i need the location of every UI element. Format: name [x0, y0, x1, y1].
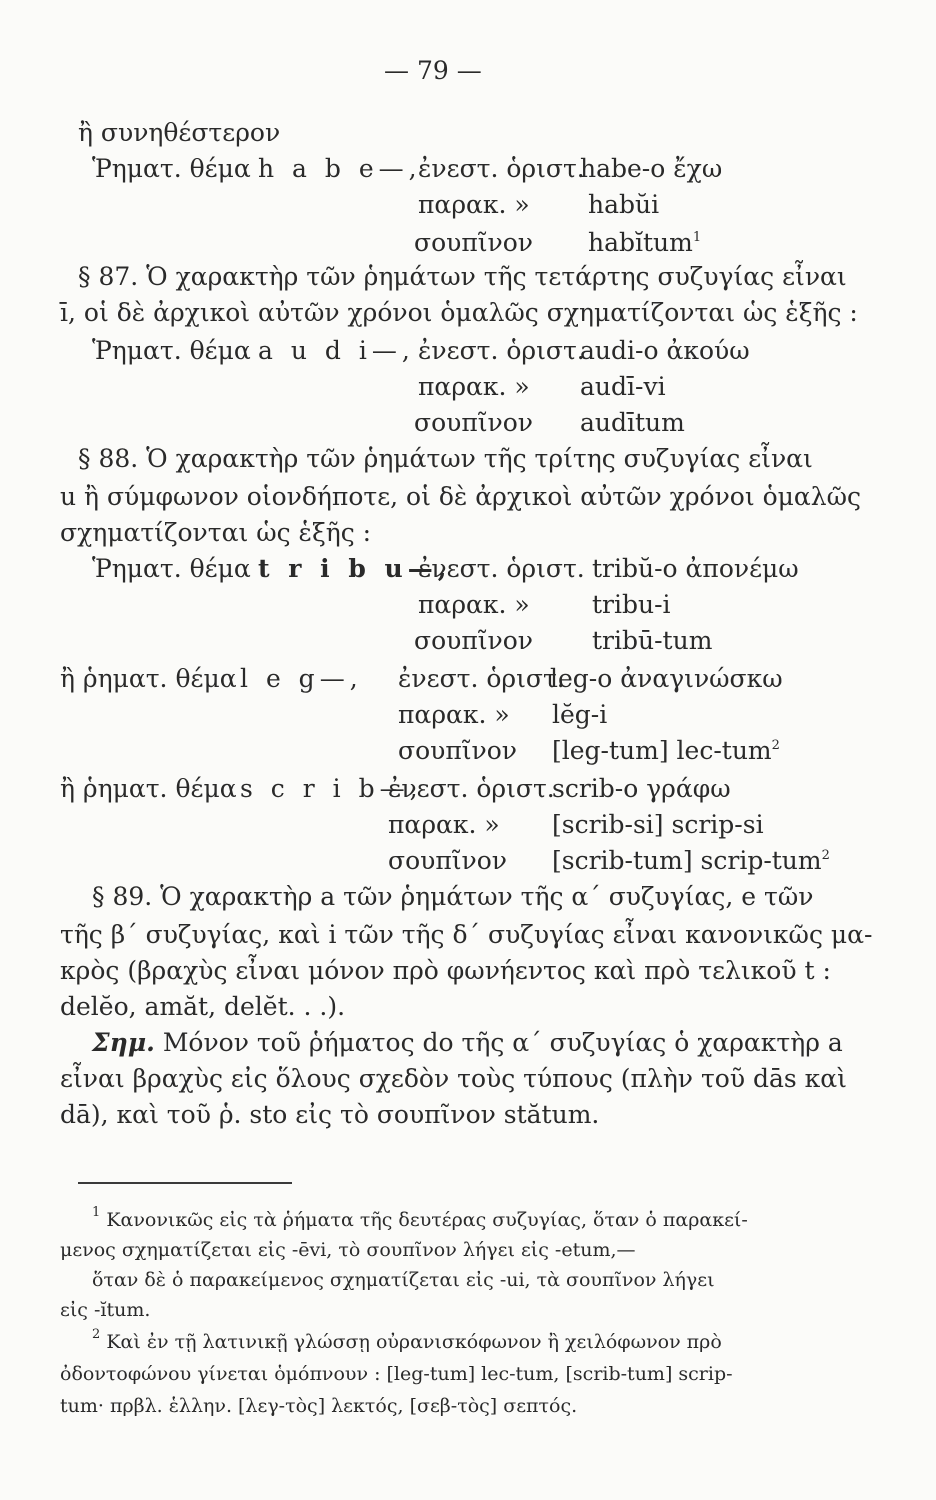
footnote-line: tum· πρβλ. ἑλλην. [λεγ-τὸς] λεκτός, [σεβ-τὸς] σεπτός.	[60, 1395, 578, 1417]
verb-form: leg-o ἀναγινώσκω	[550, 664, 783, 693]
footnote-mark: 1	[92, 1205, 101, 1220]
footnote-mark: 2	[92, 1327, 101, 1342]
footnote-mark: 2	[821, 848, 830, 863]
verb-stem: t r i b u—,	[258, 554, 452, 583]
verb-form: tribū-tum	[592, 626, 713, 655]
verb-form	[552, 846, 830, 876]
tense-label: ἐνεστ. ὁριστ.	[418, 154, 585, 183]
verb-form: tribŭ-o ἀπονέμω	[592, 554, 799, 583]
text-line: § 89. Ὁ χαρακτὴρ a τῶν ῥημάτων τῆς α΄ συζυγίας, e τῶν	[92, 882, 814, 911]
text-line: u ἢ σύμφωνον οἱονδήποτε, οἱ δὲ ἀρχικοὶ αὐτῶν χρόνοι ὁμαλῶς	[60, 482, 861, 511]
footnote-text: Κανονικῶς εἰς τὰ ῥήματα τῆς δευτέρας συζυγίας, ὅταν ὁ παρακεί-	[106, 1209, 748, 1231]
tense-label: ἐνεστ. ὁριστ.	[418, 554, 585, 583]
text-line: τῆς β΄ συζυγίας, καὶ i τῶν τῆς δ΄ συζυγίας εἶναι κανονικῶς μα-	[60, 920, 873, 949]
verb-form: habŭi	[588, 190, 660, 219]
tense-label: σουπῖνον	[388, 846, 507, 875]
text-line: delĕo, amăt, delĕt. . .).	[60, 992, 346, 1021]
tense-label: σουπῖνον	[398, 736, 517, 765]
verb-label: Ῥηματ. θέμα	[92, 154, 251, 183]
verb-stem: a u d i—,	[258, 336, 415, 365]
footnote-mark: 1	[692, 230, 702, 245]
footnote-text: Καὶ ἐν τῇ λατινικῇ γλώσσῃ οὐρανισκόφωνον ἢ χειλόφωνον πρὸ	[106, 1331, 722, 1353]
verb-label: Ῥηματ. θέμα	[92, 336, 251, 365]
verb-form-text: habĭtum	[588, 228, 693, 257]
verb-stem: h a b e—,	[258, 154, 422, 183]
text-line: ī, οἱ δὲ ἀρχικοὶ αὐτῶν χρόνοι ὁμαλῶς σχηματίζονται ὡς ἑξῆς :	[60, 298, 858, 327]
verb-form: tribu-i	[592, 590, 671, 619]
verb-form: audītum	[580, 408, 685, 437]
tense-label: ἐνεστ. ὁριστ.	[398, 664, 565, 693]
text-line: σχηματίζονται ὡς ἑξῆς :	[60, 518, 372, 547]
verb-form: scrib-o γράφω	[552, 774, 731, 803]
text-line: ἢ συνηθέστερον	[78, 118, 281, 147]
text-line: dā), καὶ τοῦ ῥ. sto εἰς τὸ σουπῖνον stătum.	[60, 1100, 600, 1129]
tense-label: παρακ. »	[418, 372, 530, 401]
verb-form	[552, 736, 780, 766]
footnote-mark: 2	[771, 738, 780, 753]
tense-label: σουπῖνον	[414, 626, 533, 655]
footnote-line: ὀδοντοφώνου γίνεται ὁμόπνουν : [leg-tum] lec-tum, [scrib-tum] scrip-	[60, 1363, 733, 1385]
verb-stem: s c r i b—,	[240, 774, 423, 803]
footnote-line	[92, 1327, 722, 1354]
tense-label: σουπῖνον	[414, 408, 533, 437]
verb-label: ἢ ῥηματ. θέμα	[60, 664, 237, 693]
note-text: Μόνον τοῦ ῥήματος do τῆς α΄ συζυγίας ὁ χαρακτὴρ a	[162, 1028, 843, 1057]
page-number: — 79 —	[384, 56, 482, 85]
verb-form: audī-vi	[580, 372, 666, 401]
tense-label: ἐνεστ. ὁριστ.	[418, 336, 585, 365]
verb-form: habe-o ἔχω	[580, 154, 723, 183]
verb-form: audi-o ἀκούω	[580, 336, 750, 365]
footnote-line: εἰς -ĭtum.	[60, 1299, 151, 1321]
text-line: κρὸς (βραχὺς εἶναι μόνον πρὸ φωνήεντος καὶ πρὸ τελικοῦ t :	[60, 956, 831, 985]
verb-form	[588, 228, 701, 258]
text-line: § 88. Ὁ χαρακτὴρ τῶν ῥημάτων τῆς τρίτης συζυγίας εἶναι	[78, 444, 813, 473]
tense-label: παρακ. »	[418, 590, 530, 619]
verb-form: [scrib-si] scrip-si	[552, 810, 764, 839]
tense-label: σουπῖνον	[414, 228, 533, 257]
footnote-divider	[78, 1182, 292, 1184]
verb-label: ἢ ῥηματ. θέμα	[60, 774, 237, 803]
verb-form-text: [leg-tum] lec-tum	[552, 736, 772, 765]
tense-label: ἐνεστ. ὁριστ.	[388, 774, 555, 803]
verb-stem: l e g—,	[240, 664, 363, 693]
verb-form: lĕg-i	[552, 700, 608, 729]
text-line: § 87. Ὁ χαρακτὴρ τῶν ῥημάτων τῆς τετάρτης συζυγίας εἶναι	[78, 262, 847, 291]
verb-label: Ῥηματ. θέμα	[92, 554, 251, 583]
note-line	[92, 1028, 843, 1058]
footnote-line: μενος σχηματίζεται εἰς -ēvi, τὸ σουπῖνον λήγει εἰς -etum,—	[60, 1239, 636, 1261]
footnote-line: ὅταν δὲ ὁ παρακείμενος σχηματίζεται εἰς -ui, τὰ σουπῖνον λήγει	[92, 1269, 715, 1291]
text-line: εἶναι βραχὺς εἰς ὅλους σχεδὸν τοὺς τύπους (πλὴν τοῦ dās καὶ	[60, 1064, 847, 1093]
verb-form-text: [scrib-tum] scrip-tum	[552, 846, 822, 875]
footnote-line	[92, 1205, 748, 1232]
tense-label: παρακ. »	[388, 810, 500, 839]
tense-label: παρακ. »	[418, 190, 530, 219]
tense-label: παρακ. »	[398, 700, 510, 729]
note-label: Σημ.	[92, 1028, 155, 1057]
